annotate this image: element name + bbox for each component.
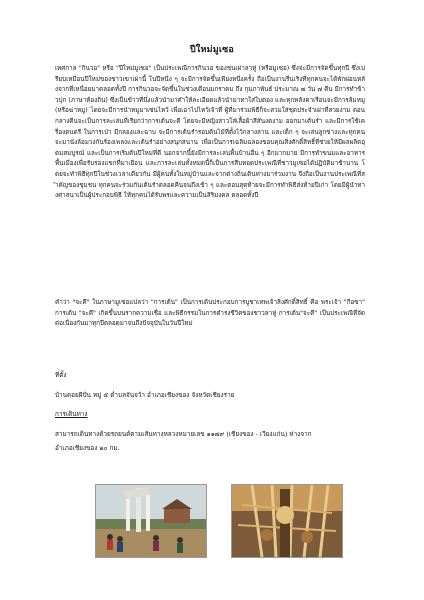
travel-heading: การเดินทาง — [55, 410, 88, 418]
paragraph-jakhue: คำว่า "จะคึ" ในภาษามูเซอแปลว่า "การเต้น" เป็นการเต้นประกอบการบูชาเทพเจ้าสิ่งศักดิ์สิทธิ์ คือ พระเจ้า "กือซา" การเต้น "จะคึ" เกิดขึ้นบนรากความเชื่อ และพิธีกรรมในการดำรงชีวิตของชาวลาหู่ การเต้น"จะคึ" เป็นประเพณีที่จัดต่อเนื่องกันมาทุกปีตลอดมาจนถึงปัจจุบันในวันปีใหม่ — [55, 299, 365, 328]
paragraph-intro: เทศกาล "กินวอ" หรือ "ปีใหม่มูเซอ" เป็นประเพณีการกินวอ ของชนเผ่าลาหู่ (หรือมูเซอ) ซึ่งจะมีการจัดขึ้นทุกปี ซึ่งเปรียบเหมือนปีใหม่ของชาวเขาเผ่านี้ ในปีหนึ่ง ๆ จะมีการจัดขึ้นเพียงหนึ่งครั้ง ถือเป็นงานรื่นเริงที่ทุกคนจะได้พักผ่อนหลังจากที่เหนื่อยมาตลอดทั้งปี การกินวอจะจัดขึ้นในช่วงเดือนมกราคม ถึง กุมภาพันธ์ ประมาณ ๗ วัน ๗ คืน มีการทำข้าวปุก (ภาษาท้องถิ่น) ซึ่งเป็นข้าวที่นึ่งแล้วนำมาตำให้ละเอียดแล้วนำมาทาใส่ใบตอง และทุกหลังคาเรือนจะมีการล้มหมู (หรือฆ่าหมู) โดยจะมีการนำหมูมาเซ่นไหว้ เพื่อเอาไปไหว้เจ้าที่ ผู้ที่มาร่วมพิธีก็จะสวมใส่ชุดประจำเผ่าที่สวยงาม ตอนกลางคืนจะเป็นการละเล่นที่เรียกว่าการเต้นจะคึ โดยจะมีหญิงสาวใส่เสื้อผ้าสีสันงดงาม ออกมาเต้นรำ และมีการใช้เครื่องดนตรี ในการเป่า มีกลองและฉาบ จะมีการเต้นรำรอบต้นไม้ที่ตั้งไว้กลางลาน และเด็ก ๆ จะเล่นลูกข่างและทุกคนจะมานั่งล้อมวงกันร้องเพลงและเต้นรำอย่างสนุกสนาน เพื่อเป็นการเฉลิมฉลองขอบคุณสิ่งศักดิ์สิทธิ์ที่ช่วยให้มีผลผลิตอุดมสมบูรณ์ และเป็นการเริ่มต้นปีใหม่ที่ดี นอกจากนี้ยังมีการละเล่นพื้นบ้านอื่น ๆ อีกมากมาย มีการทำขนมและอาหารพื้นเมืองเพื่อรับรองแขกที่มาเยือน และการละเล่นทั้งหมดนี้ก็เป็นการสืบทอดประเพณีที่ชาวมูเซอได้ปฏิบัติมาช้านาน โดยจะทำพิธีทุกปีในช่วงเวลาเดียวกัน มีผู้คนทั้งในหมู่บ้านและจากต่างถิ่นเดินทางมาร่วมงาน จึงถือเป็นงานประเพณีที่สำคัญของชุมชน ทุกคนจะร่วมกันเต้นรำตลอดคืนจนถึงเช้า ๆ และตอนสุดท้ายจะมีการทำพิธีส่งท้ายปีเก่า โดยมีผู้นำทางศาสนาเป็นผู้ประกอบพิธี ให้ทุกคนได้รับพรและความเป็นสิริมงคล ตลอดทั้งปี — [55, 65, 365, 200]
decorated-pole-photo-icon — [231, 484, 343, 558]
page-title: ปีใหม่มูเซอ — [189, 45, 235, 55]
festival-poles-photo-icon — [95, 484, 207, 558]
location-label: ที่ตั้ง — [55, 371, 67, 379]
location-address: บ้านดอยผีปั่น หมู่ ๕ ตำบลจันจว้า อำเภอเชียงของ จังหวัดเชียงราย — [55, 391, 235, 399]
travel-text: สามารถเดินทางด้วยรถยนต์ตามเส้นทางหลวงหมายเลข ๑๑๗๙ (เชียงของ - เวียงแก่น) ห่างจาก — [55, 430, 312, 438]
travel-text-2: อำเภอเชียงของ ๒๐ กม. — [55, 444, 120, 452]
